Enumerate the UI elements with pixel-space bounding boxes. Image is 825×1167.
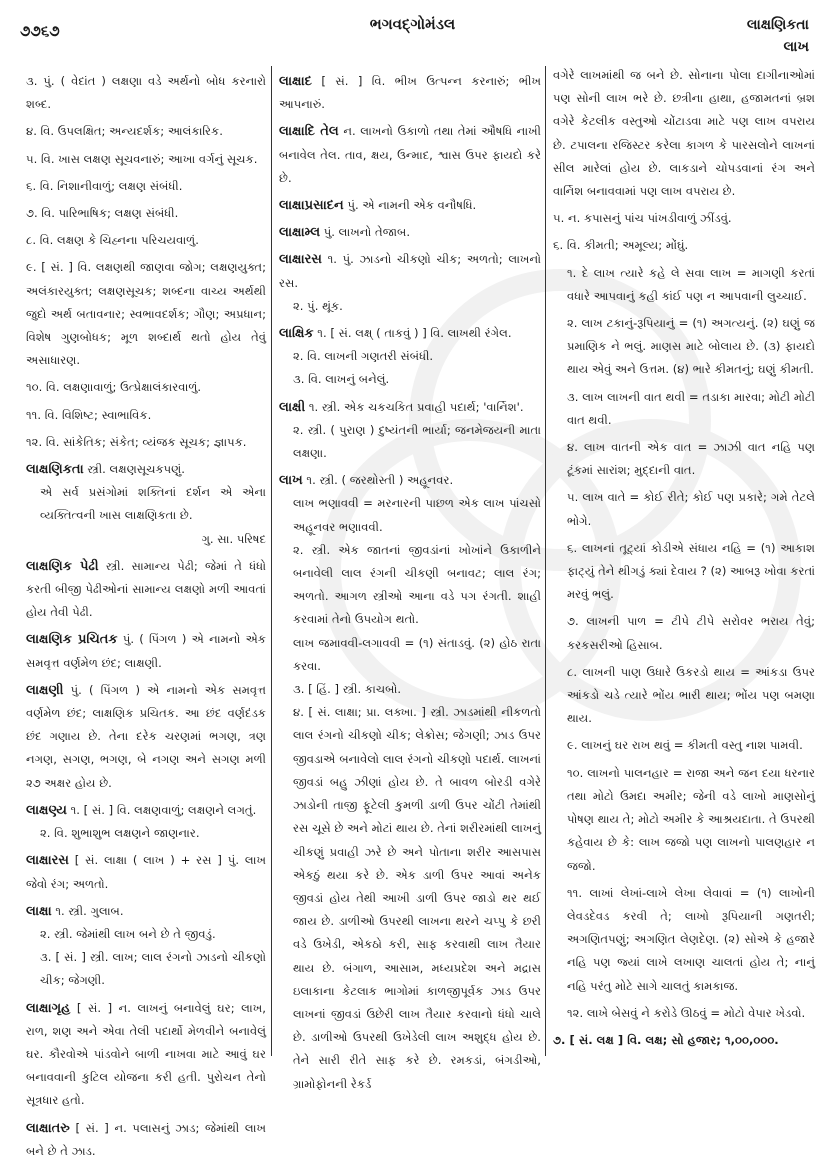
headword: લાક્ષાગૃહ bbox=[26, 1000, 71, 1016]
sense-line: ૩. પું. ( વેદાંત ) લક્ષણા વડે અર્થનો બોધ કરનારો શબ્દ. bbox=[26, 74, 266, 112]
headword: લાક્ષાદ bbox=[279, 74, 312, 89]
dictionary-entry bbox=[26, 900, 266, 993]
sense-line: ૭. વિ. પારિભાષિક; લક્ષણ સંબંધી. bbox=[26, 206, 179, 221]
idiom: ૧૧. લાખાં લેખાં-લાખે લેખા લેવાવાં = (૧) લાખોની લેવડદેવડ કરવી તે; લાખો રૂપિયાની ગણતરી; અગણિતપણું; અગણિત લેણદેણ. (૨) સોએ કે હજારે નહિ પણ જ્યાં લાખે લખાણ ચાલતાં હોય તે; નાનું નહિ પરંતુ મોટે સાગે ચાલતું કામકાજ. bbox=[567, 885, 815, 993]
definition: સ્ત્રી. લક્ષણસૂચકપણું. bbox=[87, 462, 185, 477]
idiom: લાખ જમાવવી-લગાવવી = (૧) સંતાડવું. (૨) હોઠ રાતા કરવા. bbox=[293, 635, 541, 673]
sub-sense: ૪. [ સં. લાક્ષા; પ્રા. લક્ખા. ] સ્ત્રી. ઝાડમાંથી નીકળતો લાલ રંગનો ચીકણો ચીક; લેક્રોસ; જેગણી; ઝાડ ઉપર જીવડાએ બનાવેલો લાલ રંગનો ચીકણો પદાર્થ. લાખનાં જીવડાં બહુ ઝીણાં હોય છે. તે બાવળ બોરડી વગેરે ઝાડોની તાજી ફૂટેલી કુમળી ડાળી ઉપર ચોંટી તેમાંથી રસ ચૂસે છે અને મોટાં થાય છે. તેનાં શરીરમાંથી લાખનું ચીકણું પ્રવાહી ઝરે છે અને પોતાના શરીર આસપાસ એકઠું થયા કરે છે. એક ડાળી ઉપર આવાં અનેક જીવડાં હોય તેથી આખી ડાળી ઉપર જાડો થર થઈ જાય છે. ડાળીઓ ઉપરથી લાખના થરને ચપ્પુ કે છરી વડે ઉખેડી, એકઠો કરી, સાફ કરવાથી લાખ તૈયાર થાય છે. બંગાળ, આસામ, મધ્યપ્રદેશ અને મદ્રાસ ઇલાકાના કેટલાક ભાગોમાં કાળજીપૂર્વક ઝાડ ઉપર લાખનાં જીવડાં ઉછેરી લાખ તૈયાર કરવાનો ધંધો ચાલે છે. ડાળીઓ ઉપરથી ઉખેડેલી લાખ અશુદ્ધ હોય છે. તેને સારી રીતે સાફ કરે છે. રમકડાં, બંગડીઓ, ગ્રામોફોનની રેકર્ડ bbox=[293, 705, 542, 1091]
sub-sense: ૨. વિ. શુભાશુભ લક્ષણને જાણનાર. bbox=[40, 826, 200, 841]
headword: લાક્ષાપ્રસાદન bbox=[279, 198, 344, 214]
dictionary-entry bbox=[26, 849, 266, 895]
dictionary-entry bbox=[26, 628, 266, 674]
idiom: ૧૦. લાખનો પાલનહાર = રાજા અને જન દયા ધરનાર તથા મોટો ઉમદા અમીર; જેની વડે લાખો માણસોનું પોષણ થાય તે; મોટો અમીર કે આશ્રયદાતા. તે ઉપરથી કહેવાય છે કે: લાખ જજો પણ લાખનો પાલણહાર ન જજો. bbox=[567, 765, 815, 873]
sense-line: ૧૧. વિ. વિશિષ્ટ; સ્વાભાવિક. bbox=[26, 407, 152, 422]
continued-text: વગેરે લાખમાંથી જ બને છે. સોનાના પોલા દાગીનાઓમાં પણ સોની લાખ ભરે છે. છત્રીના હાથા, હજામતનાં બ્રશ વગેરે કેટલીક વસ્તુઓ ચોંટાડવા માટે પણ લાખ વપરાય છે. ટપાલના રજિસ્ટર કરેલા કાગળ કે પારસલોને લાખનાં સીલ મારેલાં હોય છે. લાકડાને ચોપડવાનાં રંગ અને વાર્નિશ બનાવવામાં પણ લાખ વપરાય છે. bbox=[553, 68, 815, 199]
guide-word-top: લાક્ષણિકતા bbox=[746, 17, 809, 33]
sub-sense: ૨. સ્ત્રી. એક જાતનાં જીવડાંનાં ખોખાંને ઉકાળીને બનાવેલી લાલ રંગની ચીકણી બનાવટ; લાલ રંગ; અળતો. આગળ સ્ત્રીઓ આના વડે પગ રંગતી. શાહી કરવામાં તેનો ઉપયોગ થતો. bbox=[293, 542, 541, 627]
headword: લાક્ષાદિ તેલ bbox=[279, 124, 339, 140]
sense-line: ૫. ન. કપાસનું પાંચ પાંખડીવાળું ઝીંડવું. bbox=[553, 211, 732, 226]
definition: ૧. પું. ઝાડનો ચીકણો ચીક; અળતો; લાખનો રસ. bbox=[279, 252, 542, 290]
quotation-source: ગુ. સા. પરિષદ bbox=[201, 531, 266, 546]
column-divider bbox=[545, 66, 546, 1056]
dictionary-entry bbox=[26, 458, 266, 551]
idiom: ૬. લાખનાં તૂટ્યાં કોડીએ સંધાય નહિ = (૧) આકાશ ફાટ્યું તેને થીગડું ક્યાં દેવાય ? (૨) આબરૂ ખોવા કરતાં મરવું ભલું. bbox=[567, 540, 815, 602]
sense-line: ૮. વિ. લક્ષણ કે ચિહ્નના પરિચયવાળું. bbox=[26, 233, 199, 248]
headword: લાખ bbox=[279, 473, 303, 489]
dictionary-entry bbox=[26, 679, 266, 795]
dictionary-entry bbox=[279, 194, 541, 217]
column-3 bbox=[553, 64, 815, 1056]
idiom: ૨. લાખ ટકાનું-રૂપિયાનું = (૧) અગત્યનું. (૨) ઘણું જ પ્રમાણિક ને ભલું. માણસ માટે બોલાય છે. (૩) ફાયદો થાય એવું અને ઉત્તમ. (૪) ભારે કીમતનું; ઘણું કીમતી. bbox=[567, 316, 815, 377]
column-2 bbox=[279, 70, 541, 1100]
headword: લાક્ષણ્ય bbox=[26, 802, 67, 818]
sense-line: ૪. વિ. ઉપલક્ષિત; અન્યદર્શક; આલંકારિક. bbox=[26, 124, 223, 139]
idiom: ૪. લાખ વાતની એક વાત = ઝાઝી વાત નહિ પણ ટૂંકમાં સારાંશ; મુદ્દાની વાત. bbox=[567, 440, 815, 478]
sub-sense: ૨. સ્ત્રી. ( પુરાણ ) દુષ્યંતની ભાર્યા; જનમેજયની માતા લક્ષણા. bbox=[293, 422, 541, 461]
book-title: ભગવદ્ગોમંડલ bbox=[369, 15, 456, 33]
dictionary-entry bbox=[26, 555, 266, 625]
dictionary-entry bbox=[26, 997, 266, 1113]
definition: પું. ( પિંગળ ) એ નામનો એક સમવૃત્ત વર્ણમેળ છંદ; લાક્ષણિક પ્રચિતક. આ છંદ વર્ણદંડક છંદ ગણાય છે. તેના દરેક ચરણમાં ભગણ, ત્રણ નગણ, સગણ, ભગણ, બે નગણ અને સગણ મળી ૨૭ અક્ષર હોય છે. bbox=[26, 682, 266, 790]
definition: ન. લાખનો ઉકાળો તથા તેમાં ઔષધિ નાખી બનાવેલ તેલ. તાવ, ક્ષય, ઉન્માદ, શ્વાસ ઉપર ફાયદો કરે છે. bbox=[279, 124, 541, 185]
dictionary-entry bbox=[279, 469, 541, 1095]
headword: લાક્ષી bbox=[279, 399, 306, 415]
sub-sense: ૩. [ સં. ] સ્ત્રી. લાખ; લાલ રંગનો ઝાડનો ચીકણો ચીક; જેગણી. bbox=[40, 950, 266, 988]
dictionary-entry bbox=[26, 799, 266, 845]
definition: પું. લાખનો તેજાબ. bbox=[323, 225, 411, 240]
column-1 bbox=[26, 70, 266, 1167]
quotation: એ સર્વ પ્રસંગોમાં શક્તિનાં દર્શન એ એના વ્યક્તિત્વની ખાસ લાક્ષણિકતા છે. bbox=[40, 485, 266, 523]
column-divider bbox=[271, 66, 272, 1056]
definition: ૧. [ સં. ] વિ. લક્ષણવાળું; લક્ષણને લગતું. bbox=[70, 802, 257, 817]
sub-sense: ૨. પું. થૂંક. bbox=[293, 298, 343, 313]
definition: પું. ( પિંગળ ) એ નામનો એક સમવૃત્ત વર્ણમેળ છંદ; લાક્ષણી. bbox=[26, 632, 266, 670]
page-number: ૭૭૬૭ bbox=[20, 22, 60, 40]
definition: [ સં. લાક્ષા ( લાખ ) + રસ ] પું. લાખ જેવો રંગ; અળતો. bbox=[26, 853, 267, 891]
sub-sense: ૩. [ હિં. ] સ્ત્રી. કાચબો. bbox=[293, 682, 402, 697]
definition: ૧. સ્ત્રી. ( જરથોસ્તી ) અહૂનવર. bbox=[306, 473, 454, 488]
headword: લાક્ષાતરુ bbox=[26, 1120, 70, 1136]
sense-line: ૫. વિ. ખાસ લક્ષણ સૂચવનારું; આખા વર્ગનું સૂચક. bbox=[26, 151, 258, 166]
dictionary-entry bbox=[279, 70, 541, 116]
headword: લાક્ષારસ bbox=[279, 252, 322, 268]
sense-line: ૭. [ સં. લક્ષ ] વિ. લક્ષ; સો હજાર; ૧,૦૦,૦૦૦. bbox=[553, 1032, 779, 1047]
idiom: ૧. દે લાખ ત્યારે કહે લે સવા લાખ = માગણી કરતાં વધારે આપવાનું કહી કાંઈ પણ ન આપવાની લુચ્ચાઈ. bbox=[567, 265, 815, 303]
sense-line: ૯. [ સં. ] વિ. લક્ષણથી જાણવા જોગ; લક્ષણયુક્ત; અલંકારયુક્ત; લક્ષણસૂચક; શબ્દના વાચ્ય અર્થથી જુદો અર્થ બતાવનાર; સ્વભાવદર્શક; ગૌણ; અપ્રધાન; વિશેષ ગુણબોધક; મૂળ શબ્દાર્થ થતો હોય તેવું અસાધારણ. bbox=[26, 260, 266, 368]
definition: [ સં. ] ન. લાખનું બનાવેલું ઘર; લાખ, રાળ, શણ અને એવા તેલી પદાર્થો મેળવીને બનાવેલું ઘર. કૌરવોએ પાંડવોને બાળી નાખવા માટે આવું ઘર બનાવવાની કુટિલ યોજના કરી હતી. પુરોચન તેનો સૂત્રધાર હતો. bbox=[26, 1000, 266, 1108]
page-header bbox=[0, 0, 825, 62]
dictionary-entry bbox=[26, 1117, 266, 1163]
idiom: ૭. લાખની પાળ = ટીપે ટીપે સરોવર ભરાય તેવું; કરકસરીઓ હિસાબ. bbox=[567, 614, 815, 652]
definition: સ્ત્રી. સામાન્ય પેઢી; જેમાં તે ધંધો કરતી બીજી પેઢીઓનાં સામાન્ય લક્ષણો મળી આવતાં હોય તેવી પેઢી. bbox=[26, 558, 267, 620]
headword: લાક્ષારસ bbox=[26, 853, 69, 869]
definition: પું. એ નામની એક વનૌષધિ. bbox=[347, 198, 477, 213]
idiom: લાખ ભણાવવી = મરનારની પાછળ એક લાખ પાંચસો અહૂનવર ભણાવવી. bbox=[293, 496, 541, 534]
sub-sense: ૨. વિ. લાખની ગણતરી સંબંધી. bbox=[293, 349, 434, 364]
dictionary-entry bbox=[279, 322, 541, 392]
idiom: ૧૨. લાખે બેસવું ને કરોડે ઊઠવું = મોટો વેપાર ખેડવો. bbox=[567, 1005, 806, 1020]
sense-line: ૧૨. વિ. સાંકેતિક; સંકેત; વ્યંજક સૂચક; જ્ઞાપક. bbox=[26, 434, 247, 449]
sense-line: ૬. વિ. નિશાનીવાળું; લક્ષણ સંબંધી. bbox=[26, 178, 183, 193]
sense-line: ૧૦. વિ. લક્ષણાવાળું; ઉત્પ્રેક્ષાલંકારવાળું. bbox=[26, 380, 202, 395]
headword: લાક્ષામ્લ bbox=[279, 225, 321, 241]
definition: ૧. [ સં. લક્ષ્ ( તાકવું ) ] વિ. લાખથી રંગેલ. bbox=[317, 326, 512, 341]
definition: ૧. સ્ત્રી. એક ચકચકિત પ્રવાહી પદાર્થ; 'વાર્નિશ'. bbox=[308, 399, 524, 414]
idiom: ૫. લાખ વાતે = કોઈ રીતે; કોઈ પણ પ્રકારે; ગમે તેટલે ભોગે. bbox=[567, 490, 815, 528]
dictionary-entry bbox=[279, 396, 541, 466]
headword: લાક્ષણિકતા bbox=[26, 462, 84, 478]
sense-line: ૬. વિ. કીમતી; અમૂલ્ય; મોંઘું. bbox=[553, 238, 689, 253]
definition: [ સં. ] વિ. ભીખ ઉત્પન્ન કરનારું; ભીખ આપનારું. bbox=[279, 74, 541, 112]
guide-words bbox=[747, 14, 809, 58]
headword: લાક્ષણિક પ્રચિતક bbox=[26, 632, 118, 648]
idiom: ૩. લાખ લાખની વાત થવી = તડાકા મારવા; મોટી મોટી વાત થવી. bbox=[567, 389, 815, 427]
sub-sense: ૨. સ્ત્રી. જેમાંથી લાખ બને છે તે જીવડું. bbox=[40, 926, 216, 941]
sub-sense: ૩. વિ. લાખનું બનેલું. bbox=[293, 372, 390, 387]
headword: લાક્ષિક bbox=[279, 326, 314, 342]
headword: લાક્ષા bbox=[26, 903, 52, 919]
guide-word-bottom: લાખ bbox=[783, 39, 809, 55]
dictionary-entry bbox=[279, 221, 541, 244]
headword: લાક્ષણી bbox=[26, 682, 64, 698]
dictionary-entry bbox=[279, 120, 541, 190]
dictionary-entry bbox=[279, 248, 541, 318]
definition: [ સં. ] ન. પલાસનું ઝાડ; જેમાંથી લાખ બને છે તે ઝાડ. bbox=[26, 1120, 266, 1158]
definition: ૧. સ્ત્રી. ગુલાબ. bbox=[55, 903, 124, 918]
idiom: ૮. લાખની પાણ ઉધારે ઉકરડો થાય = આંકડા ઉપર આંકડો ચડે ત્યારે ભોંય ભારી થાય; ભોંય પણ બમણા થાય. bbox=[567, 664, 815, 726]
headword: લાક્ષણિક પેઢી bbox=[26, 558, 99, 574]
idiom: ૯. લાખનું ઘર રાખ થવું = કીમતી વસ્તુ નાશ પામવી. bbox=[567, 738, 803, 753]
